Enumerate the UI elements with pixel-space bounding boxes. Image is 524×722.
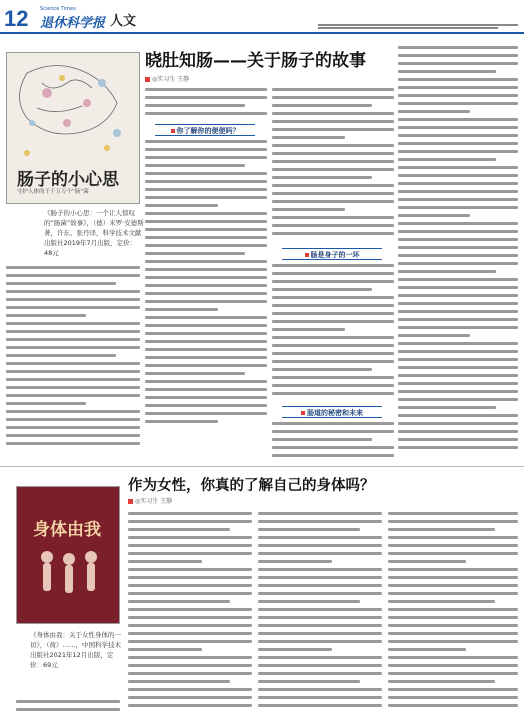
- article1-title: 晓肚知肠——关于肠子的故事: [145, 51, 366, 71]
- section-name: 人文: [110, 14, 137, 29]
- article2-column-2: [128, 512, 252, 712]
- paper-name: 退休科学报: [40, 16, 106, 31]
- article2-title: 作为女性，你真的了解自己的身体吗？: [128, 478, 375, 494]
- page-number: 12: [4, 6, 29, 31]
- article2-column-4: [388, 512, 518, 712]
- article1-subhead-2: 肠是身子的一环: [282, 248, 382, 260]
- article1-book-cover: [6, 52, 140, 204]
- article1-column-3b: [272, 264, 394, 400]
- page-header: [0, 0, 524, 44]
- article1-column-4: [398, 46, 518, 454]
- header-rule: [0, 32, 524, 34]
- article1-cover-title: 肠子的小心思: [17, 170, 119, 190]
- article1-caption: 《肠子的小心思：一个让人惊叹的“肠菌”故事》，（德）米罗·安德斯著，许东、张丹译，科学技术文献出版社2019年7月出版，定价：48元: [44, 209, 144, 257]
- article2-byline: ◎实习生 王静: [128, 496, 172, 505]
- article2-cover-title: 身体由我: [33, 520, 101, 540]
- article2-book-cover: [16, 486, 120, 624]
- article1-column-3c: [272, 422, 394, 462]
- article2-column-3: [258, 512, 382, 712]
- article2-column-1: [16, 700, 120, 716]
- article1-byline: ◎实习生 王静: [145, 74, 189, 83]
- article1-column-2b: [145, 140, 267, 428]
- article1-subhead-3: 肠道的秘密和未来: [282, 406, 382, 418]
- article1-column-3: [272, 88, 394, 240]
- header-info-line: [318, 24, 518, 29]
- article1-column-1: [6, 266, 140, 450]
- figure-illustration: [17, 487, 120, 624]
- paper-name-en: Science Times: [40, 6, 76, 12]
- article1-column-2: [145, 88, 267, 120]
- article1-subhead-1: 你了解你的便便吗？: [155, 124, 255, 136]
- article2-caption: 《身体由我：关于女性身体的一切》，（荷）……，中国科学技术出版社2021年12月出版，定价：69元: [30, 631, 121, 669]
- article-divider: [0, 466, 524, 467]
- article1-cover-sub: 守护人体的千千万万个“肠”菌: [17, 189, 89, 195]
